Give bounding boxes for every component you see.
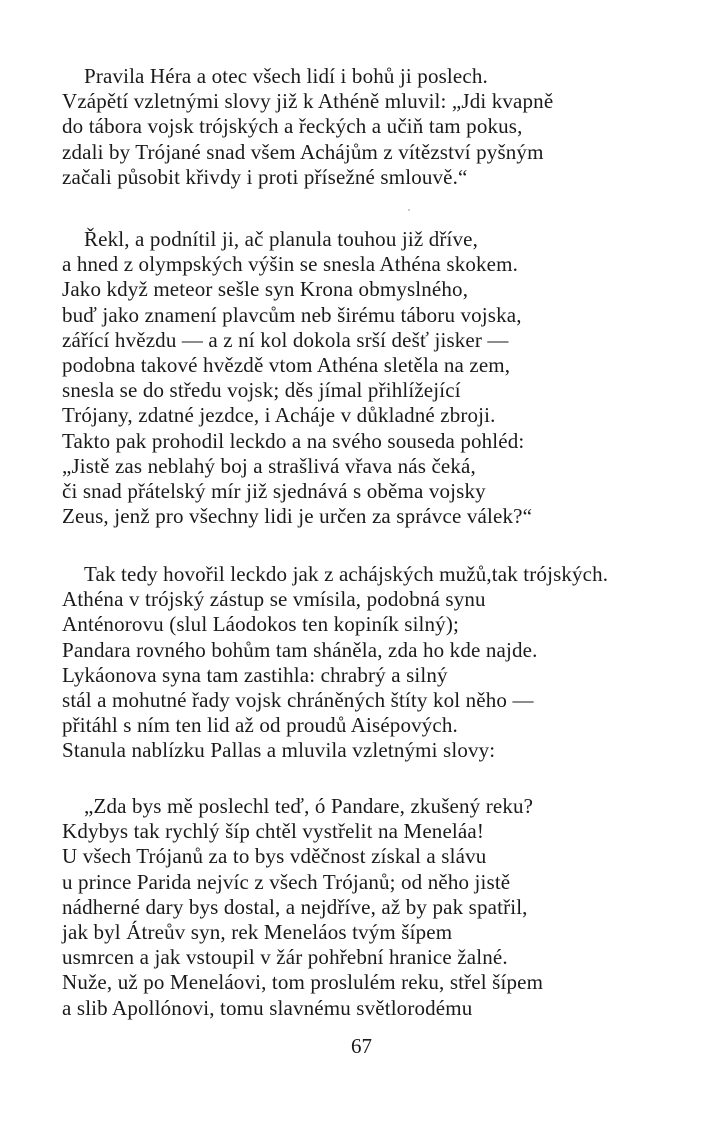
verse-line: Tak tedy hovořil leckdo jak z achájských mužů,tak trójských. [84,562,609,586]
verse-line: Athéna v trójský zástup se vmísila, podobná synu [62,587,486,612]
verse-line: Anténorovu (slul Láodokos ten kopiník silný); [62,612,459,637]
verse-line: začali působit křivdy i proti přísežné smlouvě.“ [62,164,468,189]
verse-line: jak byl Átreův syn, rek Meneláos tvým šípem [62,920,453,945]
verse-line: zářící hvězdu — a z ní kol dokola srší dešť jisker — [62,327,509,352]
verse-line: a hned z olympských výšin se snesla Athéna skokem. [62,252,519,277]
verse-line: přitáhl s ním ten lid až od proudů Aisépových. [62,713,458,738]
paper-speck [408,209,410,211]
verse-line: Pandara rovného bohům tam sháněla, zda ho kde najde. [62,637,538,662]
verse-line: do tábora vojsk trójských a řeckých a učiň tam pokus, [62,114,523,139]
verse-line: Stanula nablízku Pallas a mluvila vzletnými slovy: [62,738,496,763]
verse-line: usmrcen a jak vstoupil v žár pohřební hranice žalné. [62,945,508,970]
verse-line: Vzápětí vzletnými slovy již k Athéně mluvil: „Jdi kvapně [62,89,554,114]
verse-line: a slib Apollónovi, tomu slavnému světlorodému [62,995,473,1020]
page-number: 67 [351,1034,372,1058]
verse-line: u prince Parida nejvíc z všech Trójanů; od něho jistě [62,869,511,894]
verse-line: nádherné dary bys dostal, a nejdříve, až by pak spatřil, [62,894,528,919]
verse-line: Řekl, a podnítil ji, ač planula touhou již dříve, [84,227,479,251]
verse-line: Jako když meteor sešle syn Krona obmyslného, [62,277,469,302]
verse-line: Kdybys tak rychlý šíp chtěl vystřelit na Meneláa! [62,819,484,844]
verse-line: Lykáonova syna tam zastihla: chrabrý a silný [62,662,448,687]
stanza-3 [62,562,717,764]
verse-line: stál a mohutné řady vojsk chráněných štíty kol něho — [62,688,534,713]
verse-line: podobna takové hvězdě vtom Athéna sletěla na zem, [62,353,511,378]
verse-line: Trójany, zdatné jezdce, i Acháje v důkladné zbroji. [62,403,496,428]
verse-line: Nuže, už po Meneláovi, tom proslulém reku, střel šípem [62,970,544,995]
verse-line: Zeus, jenž pro všechny lidi je určen za správce válek?“ [62,504,533,529]
stanza-1 [62,64,717,190]
verse-line: U všech Trójanů za to bys vděčnost získal a slávu [62,844,487,869]
stanza-4 [62,794,717,1021]
verse-line: „Zda bys mě poslechl teď, ó Pandare, zkušený reku? [84,794,534,818]
verse-line: zdali by Trójané snad všem Achájům z vítězství pyšným [62,139,544,164]
verse-line: Pravila Héra a otec všech lidí i bohů ji poslech. [84,64,488,88]
verse-line: „Jistě zas neblahý boj a strašlivá vřava nás čeká, [62,453,476,478]
verse-line: snesla se do středu vojsk; děs jímal přihlížející [62,378,461,403]
verse-line: buď jako znamení plavcům neb širému táboru vojska, [62,302,522,327]
verse-line: Takto pak prohodil leckdo a na svého souseda pohléd: [62,428,525,453]
stanza-2 [62,227,717,529]
verse-line: či snad přátelský mír již sjednává s oběma vojsky [62,479,486,504]
